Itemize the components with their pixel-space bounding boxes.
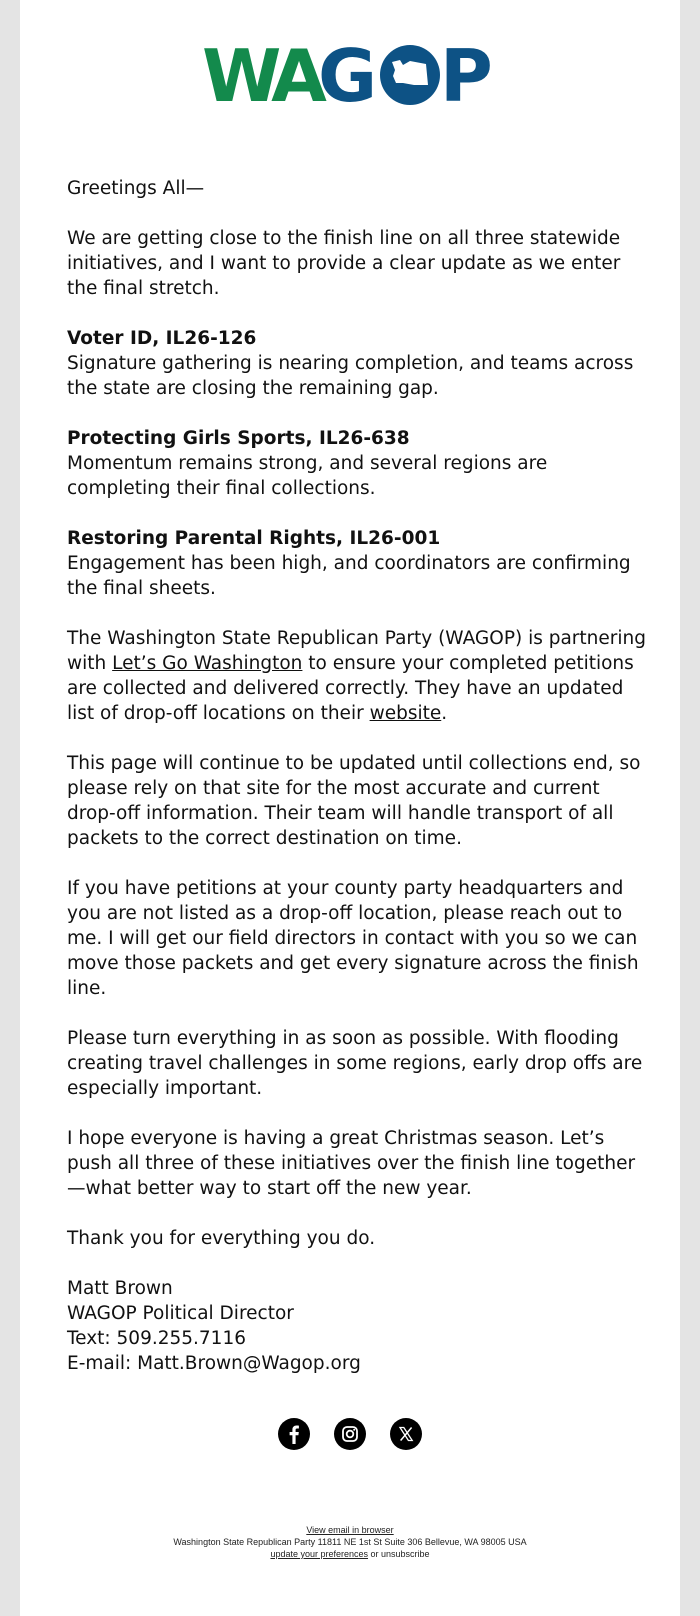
initiative-title: Protecting Girls Sports, IL26-638 (67, 428, 410, 449)
intro-paragraph: We are getting close to the finish line on all three statewide initiatives, and I want to provide a clear update as we enter the final stretch. (67, 228, 621, 299)
initiative-block (67, 326, 652, 401)
thanks-paragraph: Thank you for everything you do. (67, 1228, 376, 1249)
view-in-browser-link[interactable]: View email in browser (306, 1525, 394, 1535)
signature-phone: Text: 509.255.7116 (67, 1328, 246, 1349)
wagop-logo[interactable] (20, 38, 680, 108)
lets-go-washington-link[interactable]: Let’s Go Washington (112, 653, 303, 674)
x-icon[interactable] (390, 1418, 422, 1450)
logo-wa-text: WA (202, 38, 320, 108)
initiative-block (67, 426, 652, 501)
asap-paragraph: Please turn everything in as soon as possible. With flooding creating travel challenges in some regions, early drop offs are especially important. (67, 1028, 643, 1099)
partner-text-before: The Washington State Republican Party (WAGOP) is partnering with (67, 628, 646, 674)
washington-state-icon (392, 60, 428, 85)
initiative-text: Engagement has been high, and coordinators are confirming the final sheets. (67, 553, 631, 599)
logo-g-text: G (318, 38, 374, 108)
social-links (20, 1418, 680, 1450)
initiative-block (67, 526, 652, 601)
signature-block (67, 1276, 652, 1376)
partner-text-middle: to ensure your completed petitions are collected and delivered correctly. They have an updated list of drop-off locations on their (67, 653, 634, 724)
greeting: Greetings All— (67, 178, 205, 199)
holiday-paragraph: I hope everyone is having a great Christmas season. Let’s push all three of these initiatives over the finish line together—what better way to start off the new year. (67, 1128, 636, 1199)
update-preferences-link[interactable]: update your preferences (270, 1549, 369, 1559)
initiative-text: Signature gathering is nearing completion, and teams across the state are closing the remaining gap. (67, 353, 634, 399)
partner-paragraph (67, 626, 652, 726)
partner-text-after: . (441, 703, 448, 724)
signature-name: Matt Brown (67, 1278, 173, 1299)
county-paragraph: If you have petitions at your county party headquarters and you are not listed as a drop-off location, please reach out to me. I will get our field directors in contact with you so we can move those packets and get every signature across the finish line. (67, 878, 639, 999)
unsubscribe-text[interactable]: or unsubscribe (368, 1549, 430, 1559)
email-footer (20, 1524, 680, 1560)
email-body (67, 176, 652, 1401)
initiative-title: Restoring Parental Rights, IL26-001 (67, 528, 441, 549)
initiative-text: Momentum remains strong, and several regions are completing their final collections. (67, 453, 548, 499)
website-link[interactable]: website (369, 703, 442, 724)
wagop-logo-graphic (200, 38, 500, 108)
email-card (20, 0, 680, 1616)
logo-p-text: P (440, 38, 493, 108)
footer-address: Washington State Republican Party 11811 NE 1st St Suite 306 Bellevue, WA 98005 USA (173, 1537, 527, 1547)
initiative-title: Voter ID, IL26-126 (67, 328, 257, 349)
updates-paragraph: This page will continue to be updated until collections end, so please rely on that site for the most accurate and current drop-off information. Their team will handle transport of all packets to the correct destination on time. (67, 753, 641, 849)
instagram-icon[interactable] (334, 1418, 366, 1450)
signature-title: WAGOP Political Director (67, 1303, 294, 1324)
signature-email: E-mail: Matt.Brown@Wagop.org (67, 1353, 361, 1374)
facebook-icon[interactable] (278, 1418, 310, 1450)
